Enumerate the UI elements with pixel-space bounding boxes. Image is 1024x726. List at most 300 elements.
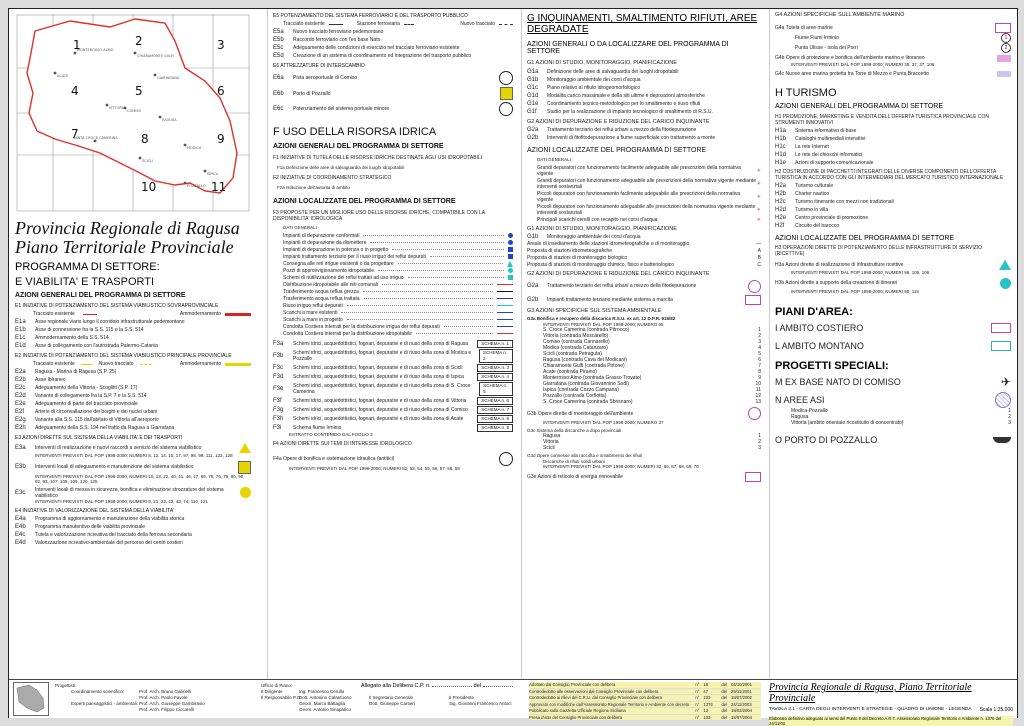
e2-tracciato: Tracciato esistente (33, 361, 75, 367)
legend-symbol (508, 275, 513, 280)
f3-row (273, 364, 513, 372)
progetti-speciali: PROGETTI SPECIALI: (775, 360, 889, 372)
g2b-header: G2 AZIONI DI DEPURAZIONE E RIDUZIONE DEL CARICO INQUINANTE (527, 271, 710, 277)
station-symbol (404, 24, 414, 25)
e1-text: Asse regionale viario lungo il corridoio infrastrutturale pedemontano (35, 319, 185, 325)
e4-code: E4b (15, 524, 26, 530)
g2-row (527, 127, 761, 133)
zone-number: 3 (217, 38, 225, 52)
g3a-name: Pozzallo (contrada Corfiotta) (543, 393, 607, 399)
f3-code: F3b (273, 352, 284, 359)
e1-row (15, 343, 251, 349)
g-dati-label: Piccoli depuratori con funzionamento facilmente adeguabile alle prescrizioni della normativa vigente (537, 190, 741, 203)
e1-row (15, 335, 251, 341)
g4a-mark: 2 (1001, 43, 1011, 53)
province-map (15, 13, 251, 213)
magenta-box-symbol (991, 323, 1011, 333)
h1-text: Azioni di supporto comunicazionale (795, 160, 874, 166)
schema-box: SCHEMA n. 6 (477, 397, 513, 405)
g3a-name: Ispica (contrada Cozzo Campana) (543, 387, 619, 393)
g1-text: Monitoraggio ambientale dei corsi d'acqua (547, 76, 641, 83)
zone-number: 10 (141, 180, 157, 194)
f3-item (283, 247, 513, 253)
allegato (361, 683, 513, 689)
cyan-circle-symbol (1000, 278, 1011, 289)
g3a-name: S. Croce Camerina (contrada Sbrisnaro) (543, 399, 633, 405)
e2-text: Variante alla S.S. 115 dall'abitato di Vittoria all'aeroporto (35, 417, 159, 423)
e4-code: E4c (15, 532, 26, 538)
g3c-name: Ragusa (543, 433, 561, 439)
legend-symbol (497, 291, 513, 293)
e3-row (15, 461, 251, 474)
tavola-label: TAVOLA 3.1 - CARTA DEGLI INTERVENTI E STRATEGIE - QUADRO DI UNIONE - LEGENDA (769, 707, 972, 712)
section-g: G INQUINAMENTI, SMALTIMENTO RIFIUTI, AREE DEGRADATE (527, 13, 758, 35)
zone-number: 7 (71, 127, 79, 141)
column-2 (273, 13, 513, 471)
g3c-name: Scicli (543, 445, 555, 451)
ufficio: Ufficio di Piano: (261, 683, 293, 688)
column-3 (527, 13, 761, 482)
dotted-leader (378, 270, 504, 271)
zone-number: 4 (71, 84, 79, 98)
e6-code: E6c (273, 106, 284, 112)
e5-row (273, 37, 513, 43)
f3-item-label: Trasferimento acqua reflua trattata (283, 295, 360, 302)
e2-nuovo: Nuovo tracciato (98, 361, 134, 367)
e2-row (15, 369, 251, 375)
schema-box: SCHEMA n. 7 (477, 406, 513, 414)
h2-rows (775, 183, 1011, 229)
g3a-sub: INTERVENTI PREVISTI DAL POP 1998-2000; NUMERO 65 (543, 321, 664, 327)
cyan-box-symbol (991, 341, 1011, 351)
e6-code: E6a (273, 75, 284, 81)
approval-text: Approvato con modifiche dall'Assessorato Regionale Territorio e Ambiente con decreto (529, 701, 690, 707)
e2-row (15, 425, 251, 431)
hatched-circle-symbol (995, 392, 1011, 408)
f4a-label: F4a Opere di bonifica e sistemazione idraulica (antitici) (273, 455, 395, 462)
h3b-row (775, 278, 1011, 289)
zone-number: 5 (135, 84, 143, 98)
uff-1: Il Dirigente (261, 689, 283, 694)
progetto-o-label: O PORTO DI POZZALLO (775, 435, 878, 445)
g1-text: Coordinamento tecnico-metodologico per lo smaltimento e riuso rifiuti (547, 100, 701, 107)
e4-row (15, 524, 251, 530)
legend-symbol (240, 487, 251, 498)
f3-item (283, 289, 513, 295)
map-place: GIARRATANA (157, 76, 180, 80)
n-num: 1 (1008, 408, 1011, 414)
progetto-m (775, 376, 1011, 388)
e6-text: Pista aeroportuale di Comiso (293, 75, 358, 81)
h2-row (775, 183, 1011, 189)
dotted-leader (444, 326, 493, 327)
e3-row (15, 443, 251, 453)
role-1: Coordinamento scientifico: (71, 689, 125, 694)
f3-item-label: Riuso irriguo reflui depurati (283, 302, 343, 309)
g1-row (527, 77, 761, 83)
g3a-num: 4 (758, 345, 761, 351)
n-name: Ragusa (791, 414, 809, 420)
f3-row (273, 424, 513, 432)
column-1 (15, 13, 251, 546)
legend-symbol (497, 312, 513, 313)
f3-item-label: Scarichi a mare in progetto (283, 316, 343, 323)
h1-code: H1a (775, 128, 787, 134)
f3-text: Schema fiume Irminio (293, 424, 342, 431)
g3d-sub: Discariche di rifiuti solidi urbani (543, 458, 605, 464)
e1-code: E1d (15, 343, 26, 349)
approval-text: Adottato dal Consiglio Provinciale con delibera (529, 682, 616, 687)
e5-legend (283, 21, 513, 27)
g3a-name: S. Croce Camerina (contrada Pitrocco) (543, 327, 630, 333)
g3a-name: Scicli (contrada Petraguta) (543, 351, 602, 357)
g3a-num: 2 (758, 333, 761, 339)
legend-symbol (508, 240, 513, 245)
e2-code: E2e (15, 401, 26, 407)
e2-rows (15, 369, 251, 431)
g-dati-row (537, 191, 761, 203)
e2-row (15, 385, 251, 391)
schema-box: SCHEMA n. 1 (477, 340, 513, 348)
h1-code: H1b (775, 136, 787, 142)
new-rail-symbol (499, 24, 513, 25)
e3-row (15, 487, 251, 499)
f3-item-label: Scarichi a mare esistenti (283, 309, 338, 316)
h3b-label: H3b Azioni dirette a supporto della creazione di itinerari (775, 280, 898, 286)
e3-text: Interventi locali di messa in sicurezza, bonifica e eliminazione strozzature del sistema viabilistico (35, 486, 224, 499)
f3-row (273, 382, 513, 396)
e5-row (273, 29, 513, 35)
e4-rows (15, 516, 251, 546)
h2-row (775, 207, 1011, 213)
approval-n-label: n° (695, 701, 700, 707)
e5-nuovo: Nuovo tracciato (460, 21, 495, 27)
g1b-list-item (527, 255, 761, 261)
g3c-name: Vittoria (543, 439, 559, 445)
name-4: Prof. Arch. Filippo Ciccarelli (139, 707, 195, 712)
magenta-box-symbol (995, 23, 1011, 33)
map-place: VITTORIA (109, 106, 126, 110)
g1b-list-item (527, 262, 761, 268)
f3-item (283, 233, 513, 239)
g3a-num: 10 (755, 381, 761, 387)
approval-text: Pubblicato sulla Gazzetta Ufficiale Regione Siciliana (529, 708, 626, 713)
g1-code: G1a (527, 68, 539, 75)
role-2: Esperti paesaggistici - ambientali: (71, 701, 139, 706)
g3a-name: Giarratana (contrada Giovannino Sodi) (543, 381, 629, 387)
star-icon: ✳ (756, 167, 761, 174)
h1-rows (775, 128, 1011, 166)
presidente: Il Presidente (449, 695, 475, 700)
approval-text: Controdedotto ai rilievi del C.R.U. dal Consiglio Provinciale con delibera (529, 695, 662, 700)
legend-symbol (508, 254, 513, 259)
f3-item (283, 261, 513, 267)
e1-legend (33, 311, 251, 317)
yellow-line-symbol (81, 364, 93, 365)
star-icon: ✳ (756, 180, 761, 187)
e2-text: Asse Iblraneo (35, 377, 66, 383)
schema-box: SCHEMA n. 4 (477, 373, 513, 381)
f3-item-label: Trasferimento acqua reflua grezza (283, 288, 359, 295)
approval-date: 18/07/2004 (731, 714, 752, 720)
f3-item-label: Impianti di depurazione in potenza o in progetto (283, 246, 389, 253)
g3a-name: Vittoria (contrada Moscarello) (543, 333, 609, 339)
g1b-item-mark: B (757, 255, 761, 261)
e4-code: E4d (15, 540, 26, 546)
legend-symbol (497, 284, 513, 285)
piani-area: PIANI D'AREA: (775, 306, 853, 318)
g-dati-label: Principali scarichi cerelli con recapito nei corsi d'acqua (537, 216, 658, 223)
approval-num: 103 (703, 695, 711, 700)
legend-symbol (507, 261, 513, 267)
azioni-localizzate-h: AZIONI LOCALIZZATE DEL PROGRAMMA DI SETTORE (775, 235, 955, 242)
e1-text: Ammodernamento della S.S. 514 (35, 335, 109, 341)
f3-item-label: Impianti di depurazione da dismettere (283, 239, 367, 246)
f3-text: Schemi idrici, acquedottistici, fognari, depurativi e di riuso della zona di Scicli (293, 364, 463, 371)
f3-item (283, 275, 513, 281)
legend-symbol (497, 319, 513, 320)
e6-text: Potenziamento del sistema portuale minore (293, 106, 390, 112)
approval-table (529, 682, 761, 721)
g4a-list (775, 33, 1011, 53)
g1-rows (527, 69, 761, 115)
approval-n-label: n° (695, 714, 700, 720)
f2-header: F2 INIZIATIVE DI COORDINAMENTO STRATEGICO (273, 175, 392, 181)
f3-code: F3f (273, 397, 282, 404)
g2loc-row (527, 295, 761, 305)
h2-code: H2e (775, 215, 787, 221)
g3c-row: G3c Sistema della discariche a dopo provinciali (527, 427, 622, 433)
legend-symbol (239, 443, 251, 453)
f3-item (283, 317, 513, 323)
g3e-label: G3e Azioni di reticolo di energia rinnovabile (527, 473, 623, 480)
e2-row (15, 401, 251, 407)
map-place: COMISO (127, 109, 142, 113)
approval-num: 47 (703, 688, 709, 694)
g1b-item-label: Proposta di stazioni di monitoraggio chimico, fisico e batteriologico (527, 262, 675, 268)
h3a-sub: INTERVENTI PREVISTI DAL POP 1998-2000; NUMERI 96, 105, 106 (791, 270, 930, 275)
legend-sheet (8, 8, 1018, 726)
n-item (791, 420, 1011, 426)
f3-item (283, 296, 513, 302)
h1-text: La rete Internet (795, 144, 829, 150)
h2-code: H2a (775, 183, 787, 189)
segretario-name: Dott. Giuseppe Cartieri (369, 701, 415, 706)
uff-2-name: Dott. Antonino Calantuono (299, 695, 352, 700)
e2-row (15, 393, 251, 399)
rail-line-symbol (329, 24, 343, 25)
azioni-generali-h: AZIONI GENERALI DEL PROGRAMMA DI SETTORE (775, 103, 944, 110)
g1b-text: Monitoraggio ambientale dei corsi d'acqua (547, 234, 641, 240)
e6-row (273, 87, 513, 100)
g-dati-label: Piccoli depuratori con funzionamento adeguabile alle prescrizioni della normativa vigente mediante interventi sostanziali (537, 203, 756, 216)
g2-code: G2a (527, 127, 539, 133)
g1-row (527, 85, 761, 91)
h1-text: Le rete dei chioschi informatici (795, 152, 863, 158)
e2-text: Arterie di circonvallazione dei borghi e dei nuclei urbani (35, 409, 158, 415)
legend-symbol (497, 326, 513, 327)
g2loc-text: Impianti trattamento terziario mediante sistema a marcita (547, 296, 673, 303)
map-place: POZZALLO (187, 184, 206, 188)
title-block (9, 679, 1017, 726)
g1-text: Modalita carico massimale e della siti ultime e deposizioni atmosferiche (547, 92, 705, 99)
g3a-num: 12 (755, 393, 761, 399)
e4-text: Programma di aggiornamento e manutenzione della viabilita storica (35, 516, 185, 522)
legend-symbol (500, 87, 513, 100)
g4a-mark: 1 (1001, 33, 1011, 43)
g3a-name: Chiaramonte Gulfi (contrada Pirtone) (543, 363, 625, 369)
e4-row (15, 516, 251, 522)
f3-item-label: Impianti di depurazione conformati (283, 232, 360, 239)
approval-del-label: del (721, 714, 727, 720)
f3-text: Schemi idrici, acquedottistici, fognari, depurativi e di riuso della zona di Comiso (293, 406, 468, 413)
e1-row (15, 327, 251, 333)
dotted-leader (363, 291, 493, 292)
e2-code: E2f (15, 409, 25, 415)
zone-number: 6 (217, 84, 225, 98)
approval-row (529, 715, 761, 722)
e6-code: E6b (273, 90, 284, 97)
scala-label: Scala 1:25.000 (979, 707, 1013, 713)
approval-num: 103 (703, 714, 711, 720)
g4b-sub: INTERVENTI PREVISTI DAL POP 1998-2000; NUMERI 35, 37, 37, 106 (791, 61, 935, 67)
n-num: 3 (1008, 420, 1011, 426)
legend-symbol (748, 280, 761, 293)
piano-l (775, 340, 1011, 352)
h2-text: Circuito del barocco (795, 223, 840, 229)
f3-item-label: Impianti trattamento terziario per il riuso irriguo dei reflui depurati (283, 253, 426, 260)
airplane-icon: ✈ (1000, 375, 1011, 389)
g1b-item-label: Proposta di stazioni di monitoraggio biologico (527, 255, 628, 261)
approval-n-label: n° (695, 708, 700, 713)
f3-item (283, 324, 513, 330)
e5-code: E5c (273, 45, 284, 51)
ship-icon (993, 437, 1011, 443)
g1b-item-mark: C (757, 262, 761, 268)
f3-item-label: Schemi di riutilizzazione dei reflui trattati ad uso irriguo (283, 274, 404, 281)
map-place: MONTEROSSO ALMO (77, 48, 114, 52)
f3-text: Schemi idrici, acquedottistici, fognari, depurativi e di riuso della zona di Vittoria (293, 397, 467, 404)
g3a-name: Comiso (contrada Cannarello) (543, 339, 610, 345)
approval-n-label: n° (695, 682, 700, 687)
e5-stazione: Stazione ferroviaria (356, 21, 400, 27)
f3-text: Schemi idrici, acquedottistici, fognari, depurativi e di riuso della zona di Acate (293, 415, 464, 422)
g3c-num: 1 (758, 433, 761, 439)
red-bar-symbol (225, 313, 251, 316)
g4a-item (795, 43, 1011, 53)
e3-text: Interventi locali di adeguamento e manutenzione del sistema viabilistico (35, 464, 194, 470)
e5-text: Creazione di un sistema di coordinamento ed integrazione del trasporto pubblico (293, 53, 472, 59)
name-3: Prof. Arch. Giuseppe Gambirasio (139, 701, 205, 706)
legend-symbol (499, 71, 513, 85)
h2-code: H2b (775, 191, 787, 197)
progettisti: Progettisti: (55, 683, 77, 688)
dotted-leader (363, 235, 504, 236)
map-place: CHIARAMONTE GULFI (137, 54, 175, 58)
uff-1-name: Ing. Francesco Cerullo (299, 689, 345, 694)
e2-code: E2g (15, 417, 26, 423)
g3a-num: 5 (758, 351, 761, 357)
f3-dati: DATI GENERALI (283, 225, 317, 230)
approval-num: 1376 (703, 701, 713, 707)
uff-4-name: Geom. Antonio Sinapatico (299, 707, 352, 712)
g-dati-row (537, 165, 761, 177)
schema-box: SCHEMA n. 9 (477, 424, 513, 432)
piano-i (775, 322, 1011, 334)
azioni-generali-g: AZIONI GENERALI O DA LOCALIZZARE DEL PROGRAMMA DI SETTORE (527, 41, 729, 55)
h3a-label: H3a Azioni dirette di realizzazione di infrastrutture ricettive (775, 262, 904, 268)
g1-header: G1 AZIONI DI STUDIO, MONITORAGGIO, PIANIFICAZIONE (527, 60, 677, 66)
legend-symbol (508, 233, 513, 238)
circle-symbol (499, 452, 513, 466)
approval-n-label: n° (695, 688, 700, 694)
allegato-label: Allegato alla Delibera C.P. n. (361, 683, 431, 689)
f3-item (283, 331, 513, 337)
f4-header: F4 AZIONI DIRETTE SUI TEMI DI INTERESSE IDROLOGICO (273, 441, 412, 447)
zone-number: 2 (135, 34, 143, 48)
f3-code: F3a (273, 340, 284, 347)
e3-code: E3c (15, 489, 26, 496)
e6-rows (273, 71, 513, 116)
e2-row (15, 409, 251, 415)
g4a-label: G4a Tutela di aree marine (775, 24, 833, 31)
azioni-localizzate-g: AZIONI LOCALIZZATE DEL PROGRAMMA DI SETTORE (527, 147, 707, 154)
h1-row (775, 128, 1011, 134)
e5-text: Raccordo ferroviario con l'ex base Nato (293, 37, 381, 43)
e2-header: E2 INIZIATIVE DI POTENZIAMENTO DEL SISTEMA VIABILISTICO PRINCIPALE PROVINCIALE (15, 353, 232, 359)
approval-del-label: del (721, 708, 727, 713)
h2-text: Centro provinciale di promozione (795, 215, 869, 221)
title-line2: Piano Territoriale Provinciale (15, 237, 234, 257)
f1a-row: F1a Definizione delle aree di salvaguardia dei luoghi idropotabili (277, 164, 405, 170)
e1-code: E1b (15, 327, 26, 333)
g1b-header: G1 AZIONI DI STUDIO, MONITORAGGIO, PIANIFICAZIONE (527, 225, 677, 232)
azioni-localizzate-f: AZIONI LOCALIZZATE DEL PROGRAMMA DI SETTORE (273, 198, 456, 205)
progetto-n (775, 392, 1011, 408)
f3-row (273, 397, 513, 405)
f4a-row (273, 452, 513, 466)
map-place: MODICA (187, 146, 202, 150)
schema-box: SCHEMA n. 8 (477, 415, 513, 423)
piano-i-label: I AMBITO COSTIERO (775, 323, 864, 333)
f3-item (283, 240, 513, 246)
g3a-row: G3a Bonifica e recupero della discarica R.S.U. ex art. 12 D.P.R. 915/82 (527, 316, 676, 321)
f3-item (283, 310, 513, 316)
g1-row (527, 109, 761, 115)
azioni-generali-f: AZIONI GENERALI DEL PROGRAMMA DI SETTORE (273, 143, 444, 150)
progetto-o (775, 434, 1011, 446)
f3-code: F3i (273, 424, 282, 431)
segretario: Il Segretario Generale (369, 695, 414, 700)
e4-row (15, 532, 251, 538)
g3a-num: 8 (758, 369, 761, 375)
g2loc-rows (527, 280, 761, 305)
e2-code: E2b (15, 377, 26, 383)
approval-del-label: del (721, 688, 727, 694)
f3-item (283, 268, 513, 274)
h2-text: Turismo in villa (795, 207, 829, 213)
section-e: E VIABILITA' E TRASPORTI (15, 276, 155, 288)
f3-text: Schemi idrici, acquedottistici, fognari, depurativi e di riuso della zona di Modica e Pozzallo (293, 349, 472, 362)
h2-text: Charter nautico (795, 191, 830, 197)
progetto-m-label: M EX BASE NATO DI COMISO (775, 377, 901, 387)
h2-row (775, 223, 1011, 229)
f3-note: ESTRATTO CONTENIDO DAL FOGLIO 3 (289, 431, 373, 437)
f3-items (273, 233, 513, 337)
g-dati-row (537, 204, 761, 216)
f3-text: Schemi idrici, acquedottistici, fognari, depurativi e di riuso della zona di S. Croce Camerina (293, 382, 471, 395)
approval-date: 04/10/2001 (731, 682, 752, 687)
